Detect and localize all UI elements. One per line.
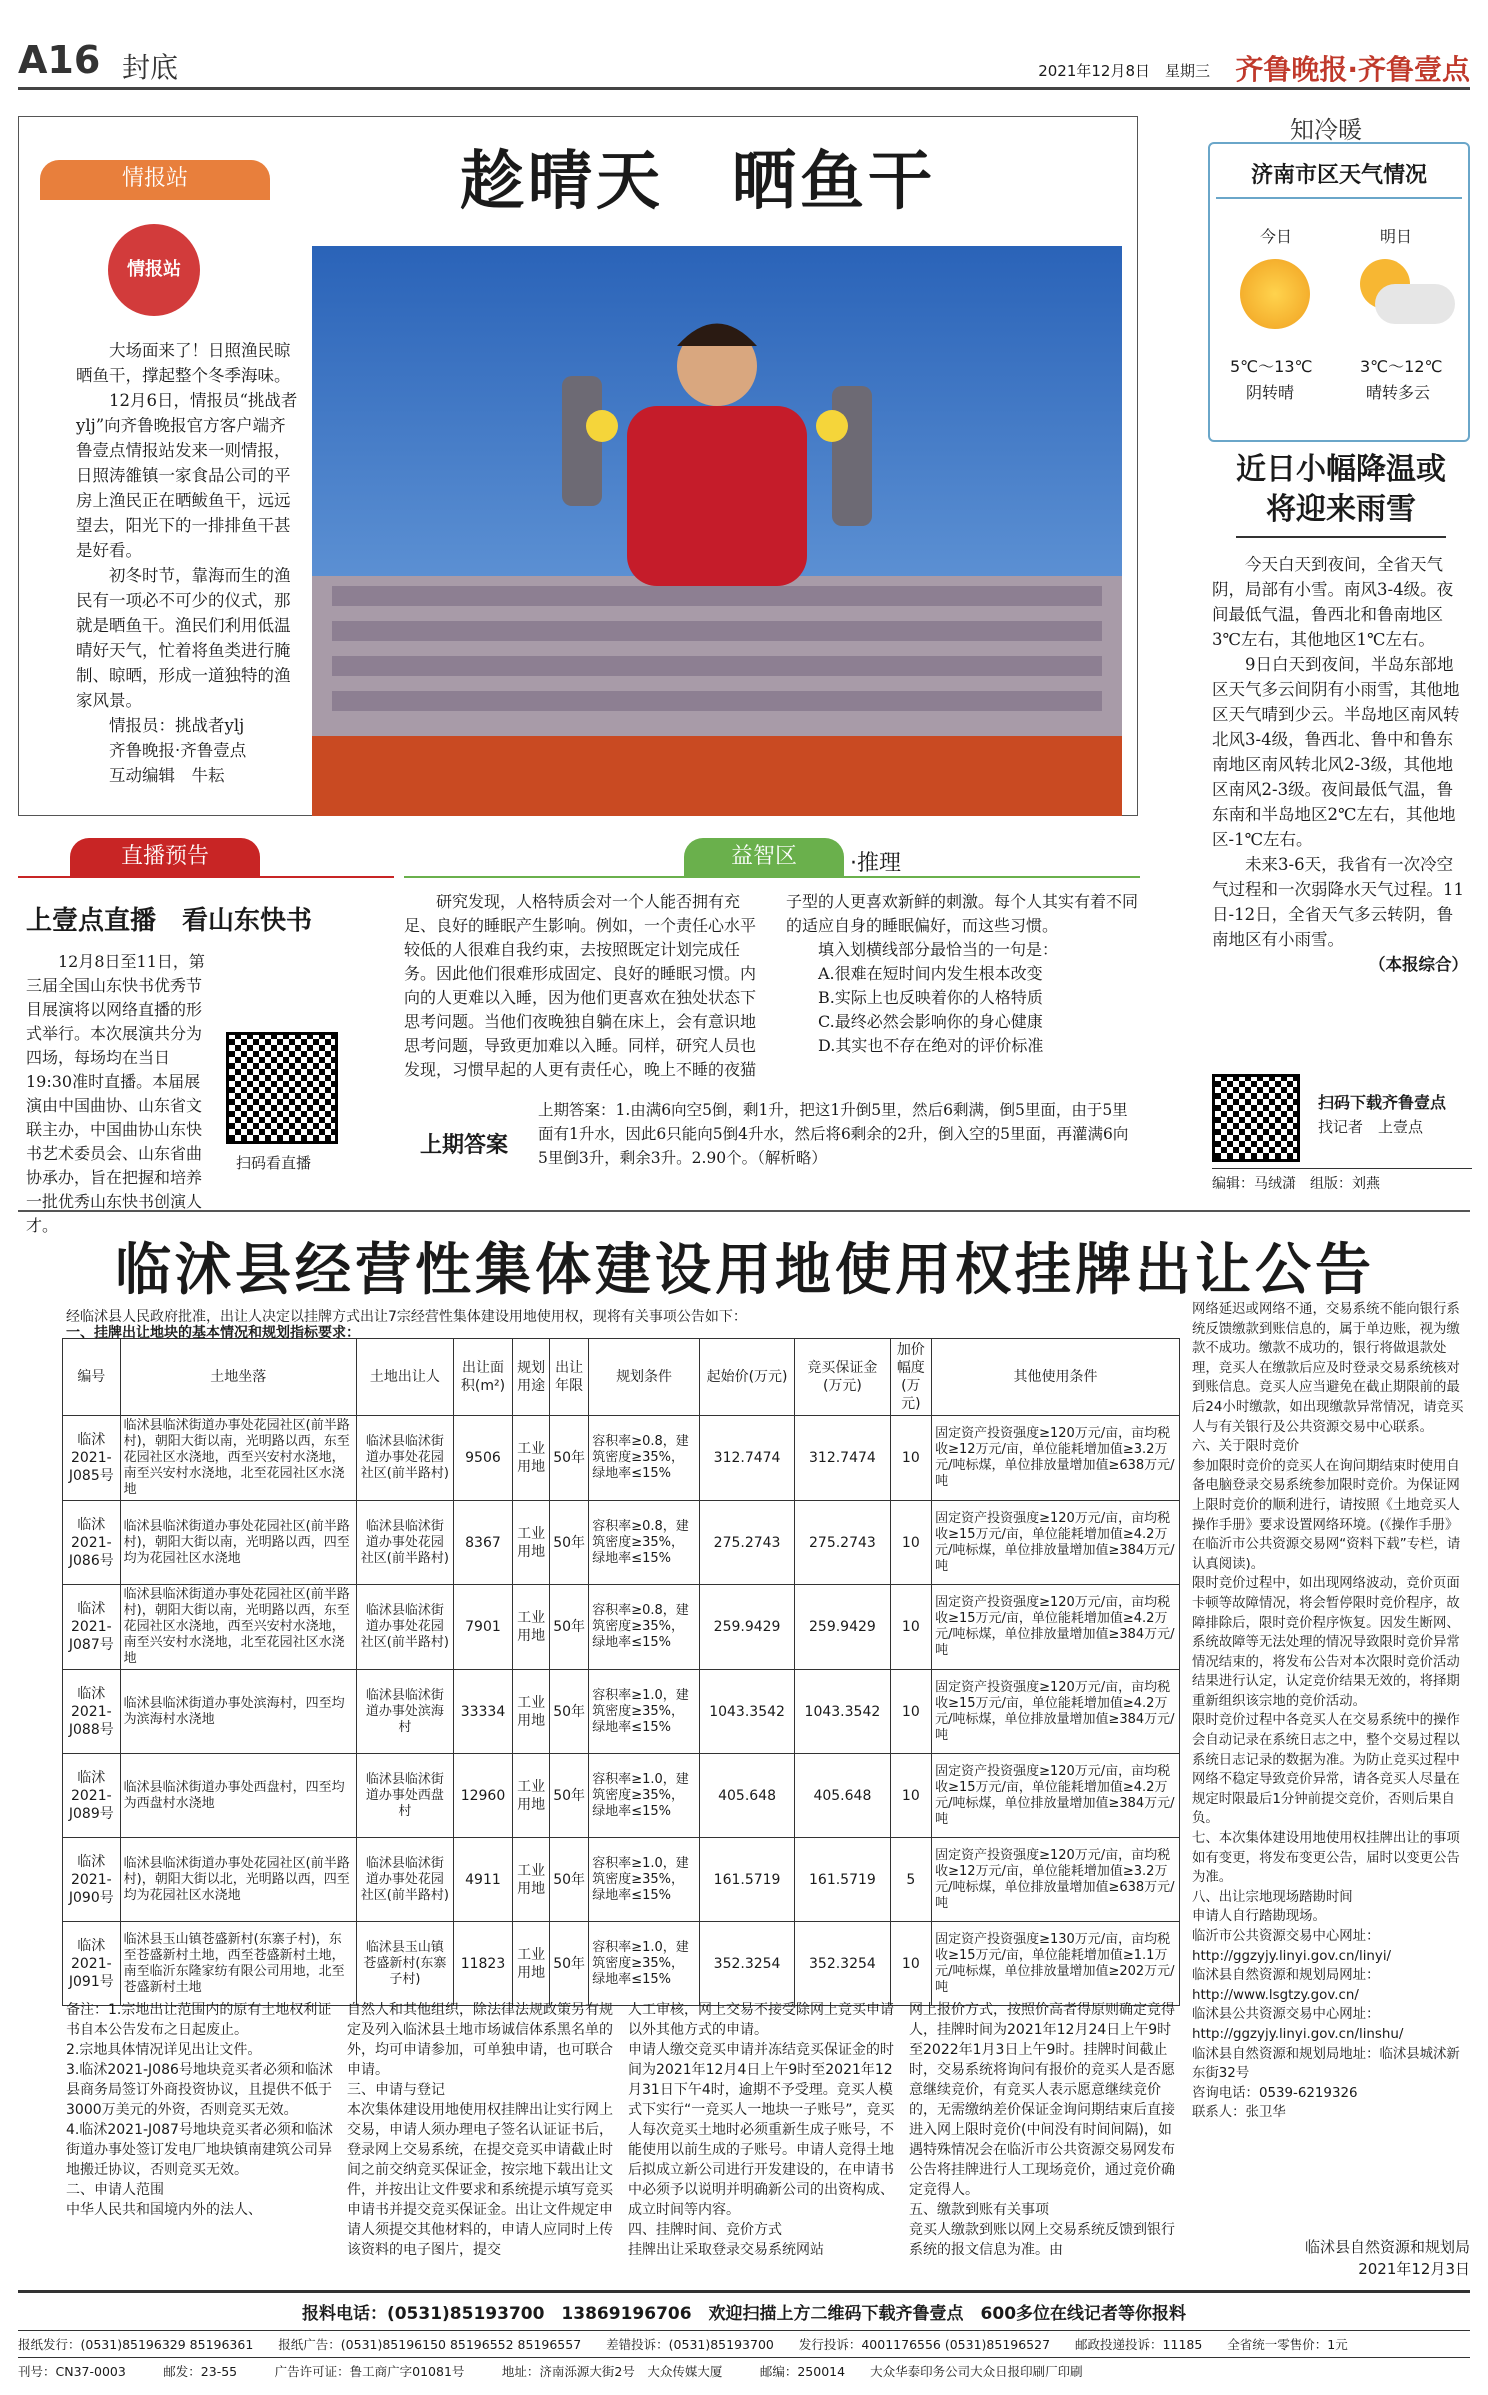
table-cell: 固定资产投资强度≥120万元/亩，亩均税收≥15万元/亩，单位能耗增加值≥4.2万元/吨标煤，单位排放量增加值≥384万元/吨 [932,1501,1180,1585]
footer-row-1: 报纸发行：(0531)85196329 85196361 报纸广告：(0531)85196150 85196552 85196557 差错投诉：(0531)85193700 发行投诉：4001176556 (0531)85196527 邮政投递投诉：11185 全省统一零售价：1元 [18,2330,1470,2357]
table-cell: 259.9429 [699,1585,794,1670]
table-cell: 固定资产投资强度≥120万元/亩，亩均税收≥15万元/亩，单位能耗增加值≥4.2万元/吨标煤，单位排放量增加值≥384万元/吨 [932,1585,1180,1670]
app-qr-code[interactable] [1212,1074,1300,1162]
weather-headline: 近日小幅降温或将迎来雨雪 [1236,450,1446,538]
story-para: 大场面来了！日照渔民晾晒鱼干，撑起整个冬季海味。 [76,341,291,385]
table-cell: 工业用地 [513,1754,550,1838]
table-cell: 50年 [550,1501,589,1585]
weather-para: 未来3-6天，我省有一次冷空气过程和一次弱降水天气过程。11日-12日，全省天气多云转阴，鲁南地区有小雨雪。 [1212,855,1464,949]
table-cell: 工业用地 [513,1922,550,2006]
qr-caption-2: 找记者 上壹点 [1318,1118,1424,1136]
weather-body [1212,552,1468,977]
live-qr-caption: 扫码看直播 [236,1154,312,1172]
table-cell: 工业用地 [513,1585,550,1670]
story-text [76,338,298,788]
last-answer-label: 上期答案 [420,1133,509,1158]
table-header: 加价幅度(万元) [890,1339,931,1416]
weather-source: （本报综合） [1369,955,1468,974]
tomorrow-label: 明日 [1380,227,1413,246]
live-body [26,950,216,1238]
tag-live: 直播预告 [70,838,260,876]
weather-title: 济南市区天气情况 [1216,150,1462,199]
notice-col-4: 网上报价方式，按照价高者得原则确定竞得人，挂牌时间为2021年12月24日上午9时至2022年1月3日上午9时。挂牌时间截止时，交易系统将询问有报价的竞买人是否愿意继续竞价，有竞买人表示愿意继续竞价的，无需缴纳差价保证金询问期结束后直接进入网上限时竞价(中间没有时间间隔)，如遇特殊情况会在临沂市公共资源交易网发布公告将挂牌进行人工现场竞价，通过竞价确定竞得人。 五、缴款到账有关事项 竞买人缴款到账以网上交易系统反馈到银行系统的报文信息为准。由 [909,2002,1175,2258]
puzzle-question: 填入划横线部分最恰当的一句是： [818,940,1059,959]
notice-col-5: 网络延迟或网络不通，交易系统不能向银行系统反馈缴款到账信息的，属于单边账，视为缴款不成功。缴款不成功的，银行将做退款处理，竞买人在缴款后应及时登录交易系统核对到账信息。竞买人应当避免在截止期限前的最后24小时缴款，如出现缴款异常情况，请竞买人与有关银行及公共资源交易中心联系。 六、关于限时竞价 参加限时竞价的竞买人在询问期结束时使用自备电脑登录交易系统参加限时竞价。为保证网上限时竞价的顺利进行，请按照《土地竞买人操作手册》要求设置网络环境。(《操作手册》在临沂市公共资源交易网“资料下载”专栏，请认真阅读)。 限时竞价过程中，如出现网络波动，竞价页面卡顿等故障情况，将会暂停限时竞价程序，故障排除后，限时竞价程序恢复。因发生断网、系统故障等无法处理的情况导致限时竞价异常情况结束的，将发布公告对本次限时竞价活动结果进行认定，认定竞价结果无效的，将择期重新组织该宗地的竞价活动。 限时竞价过程中各竞买人在交易系统中的操作会自动记录在系统日志之中，整个交易过程以系统日志记录的数据为准。为防止竞买过程中网络不稳定导致竞价异常，请各竞买人尽量在规定时限最后1分钟前提交竞价，否则后果自负。 七、本次集体建设用地使用权挂牌出让的事项如有变更，将发布变更公告，届时以变更公告为准。 八、出让宗地现场踏勘时间 申请人自行踏勘现场。 临沂市公共资源交易中心网址：http://ggzyjy.linyi.gov.cn/linyi/ 临沭县自然资源和规划局网址：http://www.lsgtzy.gov.cn/ 临沭县公共资源交易中心网址：http://ggzyjy.linyi.gov.cn/linshu/ 临沭县自然资源和规划局地址：临沭县城沭新东街32号 咨询电话：0539-6219326 联系人：张卫华 [1192,1302,1464,2121]
table-cell: 固定资产投资强度≥120万元/亩，亩均税收≥12万元/亩，单位能耗增加值≥3.2万元/吨标煤，单位排放量增加值≥638万元/吨 [932,1416,1180,1501]
table-cell: 工业用地 [513,1838,550,1922]
today-label: 今日 [1260,227,1293,246]
table-cell: 8367 [453,1501,512,1585]
table-cell: 临沭2021-J090号 [63,1838,121,1922]
table-cell: 312.7474 [795,1416,890,1501]
table-cell: 临沭县临沭街道办事处滨海村，四至均为滨海村水浇地 [120,1670,356,1754]
table-cell: 临沭县临沭街道办事处西盘村，四至均为西盘村水浇地 [120,1754,356,1838]
option-a: A.很难在短时间内发生根本改变 [818,964,1043,983]
weather-box [1208,142,1470,442]
table-row [63,1416,1180,1501]
table-cell: 固定资产投资强度≥120万元/亩，亩均税收≥12万元/亩，单位能耗增加值≥3.2万元/吨标煤，单位排放量增加值≥638万元/吨 [932,1838,1180,1922]
tag-qingbaozhan: 情报站 [40,160,270,198]
table-cell: 50年 [550,1670,589,1754]
story-title: 趁晴天 晒鱼干 [460,144,936,219]
notice-intro: 经临沭县人民政府批准，出让人决定以挂牌方式出让7宗经营性集体建设用地使用权，现将有关事项公告如下： [66,1309,747,1325]
table-cell: 312.7474 [699,1416,794,1501]
table-cell: 固定资产投资强度≥120万元/亩，亩均税收≥15万元/亩，单位能耗增加值≥4.2万元/吨标煤，单位排放量增加值≥384万元/吨 [932,1754,1180,1838]
table-header: 规划条件 [589,1339,700,1416]
table-cell: 临沭县临沭街道办事处花园社区(前半路村)，朝阳大街以北，光明路以西，四至均为花园社区水浇地 [120,1838,356,1922]
table-cell: 50年 [550,1416,589,1501]
table-cell: 275.2743 [795,1501,890,1585]
weather-para: 9日白天到夜间，半岛东部地区天气多云间阴有小雨雪，其他地区天气晴到少云。半岛地区南风转北风3-4级，鲁西北、鲁中和鲁东南地区南风转北风2-3级，其他地区南风2-3级。夜间最低气温，鲁东南和半岛地区2℃左右，其他地区-1℃左右。 [1212,655,1460,849]
option-b: B.实际上也反映着你的人格特质 [818,988,1043,1007]
notice-date: 2021年12月3日 [1358,2260,1470,2278]
brand-logo: 齐鲁晚报·齐鲁壹点 [1235,53,1470,86]
tomorrow-temp: 3℃～12℃ [1360,357,1443,376]
table-cell: 1043.3542 [795,1670,890,1754]
issue-date: 2021年12月8日 星期三 [1038,62,1210,80]
notice-sign: 临沭县自然资源和规划局 [1304,2238,1470,2256]
table-cell: 临沭2021-J086号 [63,1501,121,1585]
live-title: 上壹点直播 看山东快书 [26,906,313,936]
table-cell: 405.648 [795,1754,890,1838]
puzzle-para: 研究发现，人格特质会对一个人能否拥有充足、良好的睡眠产生影响。例如，一个责任心水平较低的人很难自我约束，去按照既定计划完成任务。因此他们很难形成固定、良好的睡眠习惯。内向的人更难以入睡，因为他们更喜欢在独处状态下思考问题。当他们夜晚独自躺在床上，会有意识地思考问题，导致更加难以入睡。同样，研究人员也发现，习惯早起的人更有责任心，晚上不睡的夜猫子型的人更喜欢新鲜的刺激。每个人其实有着不同的适应自身的睡眠偏好，而这些习惯。 [404,892,1139,1079]
page-footer [18,2290,1470,2384]
story-para: 初冬时节，靠海而生的渔民有一项必不可少的仪式，那就是晒鱼干。渔民们利用低温晴好天气，忙着将鱼类进行腌制、晾晒，形成一道独特的渔家风景。 [76,566,291,710]
table-cell: 10 [890,1501,931,1585]
table-cell: 临沭县临沭街道办事处花园社区(前半路村) [356,1585,453,1670]
table-header: 出让年限 [550,1339,589,1416]
section-name: 封底 [122,51,179,84]
table-cell: 50年 [550,1754,589,1838]
credit: 互动编辑 牛耘 [109,766,225,785]
notice-sub1: 一、挂牌出让地块的基本情况和规划指标要求： [66,1325,360,1341]
page-number: A16 [18,38,101,82]
table-cell: 352.3254 [699,1922,794,2006]
editor-credit: 编辑：马绒潇 组版：刘燕 [1212,1168,1472,1193]
table-cell: 工业用地 [513,1670,550,1754]
table-cell: 容积率≥0.8，建筑密度≥35%，绿地率≤15% [589,1501,700,1585]
table-header: 其他使用条件 [932,1339,1180,1416]
table-header: 出让面积(m²) [453,1339,512,1416]
table-cell: 临沭县临沭街道办事处花园社区(前半路村) [356,1838,453,1922]
table-cell: 固定资产投资强度≥120万元/亩，亩均税收≥15万元/亩，单位能耗增加值≥4.2万元/吨标煤，单位排放量增加值≥384万元/吨 [932,1670,1180,1754]
table-cell: 临沭县临沭街道办事处滨海村 [356,1670,453,1754]
notice-title: 临沭县经营性集体建设用地使用权挂牌出让公告 [115,1237,1375,1303]
table-row [63,1585,1180,1670]
story-para: 12月6日，情报员“挑战者ylj”向齐鲁晚报官方客户端齐鲁壹点情报站发来一则情报，日照涛雒镇一家食品公司的平房上渔民正在晒鲅鱼干，远远望去，阳光下的一排排鱼干甚是好看。 [76,391,298,560]
table-header: 规划用途 [513,1339,550,1416]
option-c: C.最终必然会影响你的身心健康 [818,1012,1043,1031]
table-cell: 临沭2021-J085号 [63,1416,121,1501]
notice-col-2: 自然人和其他组织，除法律法规政策另有规定及列入临沭县土地市场诚信体系黑名单的外，均可申请参加，可单独申请，也可联合申请。 三、申请与登记 本次集体建设用地使用权挂牌出让实行网上交易，申请人须办理电子签名认证证书后，登录网上交易系统，在提交竞买申请截止时间之前交纳竞买保证金，按宗地下载出让文件，并按出让文件要求和系统提示填写竞买申请书并提交竞买保证金。出让文件规定申请人须提交其他材料的，申请人应同时上传该资料的电子图片，提交 [347,2002,613,2258]
table-cell: 10 [890,1922,931,2006]
table-cell: 临沭县临沭街道办事处花园社区(前半路村) [356,1416,453,1501]
table-row [63,1501,1180,1585]
table-cell: 临沭县临沭街道办事处花园社区(前半路村) [356,1501,453,1585]
table-header: 编号 [63,1339,121,1416]
table-cell: 容积率≥0.8，建筑密度≥35%，绿地率≤15% [589,1585,700,1670]
table-cell: 10 [890,1754,931,1838]
table-cell: 405.648 [699,1754,794,1838]
option-d: D.其实也不存在绝对的评价标准 [818,1036,1044,1055]
table-cell: 1043.3542 [699,1670,794,1754]
table-cell: 352.3254 [795,1922,890,2006]
puzzle-sub: ·推理 [850,851,901,876]
table-cell: 临沭县临沭街道办事处西盘村 [356,1754,453,1838]
fish-drying-photo [312,246,1122,816]
last-answer: 上期答案：1.由满6向空5倒，剩1升，把这1升倒5里，然后6剩满，倒5里面，由于5里面有1升水，因此6只能向5倒4升水，然后将6剩余的2升，倒入空的5里面，再灌满6向5里倒3升，剩余3升。2.90个。（解析略） [538,1101,1129,1167]
table-cell: 临沭县临沭街道办事处花园社区(前半路村)，朝阳大街以南，光明路以西，四至均为花园社区水浇地 [120,1501,356,1585]
table-cell: 161.5719 [699,1838,794,1922]
table-row [63,1754,1180,1838]
table-cell: 临沭县临沭街道办事处花园社区(前半路村)，朝阳大街以南，光明路以西，东至花园社区水浇地，西至兴安村水浇地，南至兴安村水浇地，北至花园社区水浇地 [120,1416,356,1501]
hotline: 报料电话：(0531)85193700 13869196706 欢迎扫描上方二维码下载齐鲁壹点 600多位在线记者等你报料 [301,2304,1187,2324]
table-cell: 容积率≥1.0，建筑密度≥35%，绿地率≤15% [589,1754,700,1838]
table-cell: 10 [890,1585,931,1670]
table-cell: 临沭2021-J087号 [63,1585,121,1670]
table-cell: 259.9429 [795,1585,890,1670]
table-row [63,1670,1180,1754]
table-cell: 临沭2021-J091号 [63,1922,121,2006]
table-cell: 9506 [453,1416,512,1501]
weather-tag: 知冷暖 [1290,116,1362,144]
table-row [63,1922,1180,2006]
table-cell: 容积率≥1.0，建筑密度≥35%，绿地率≤15% [589,1838,700,1922]
table-cell: 容积率≥1.0，建筑密度≥35%，绿地率≤15% [589,1922,700,2006]
land-table [62,1338,1180,2006]
table-cell: 临沭2021-J089号 [63,1754,121,1838]
table-cell: 10 [890,1416,931,1501]
table-cell: 161.5719 [795,1838,890,1922]
today-temp: 5℃～13℃ [1230,357,1313,376]
qr-caption-1: 扫码下载齐鲁壹点 [1318,1093,1447,1112]
live-para: 12月8日至11日，第三届全国山东快书优秀节目展演将以网络直播的形式举行。本次展演共分为四场，每场均在当日19:30准时直播。本届展演由中国曲协、山东省文联主办，中国曲协山东快书艺术委员会、山东省曲协承办，旨在把握和培养一批优秀山东快书创演人才。 [26,952,205,1235]
table-cell: 275.2743 [699,1501,794,1585]
table-cell: 33334 [453,1670,512,1754]
table-cell: 工业用地 [513,1416,550,1501]
table-header: 土地出让人 [356,1339,453,1416]
puzzle-body [404,890,1140,1090]
table-cell: 5 [890,1838,931,1922]
table-cell: 容积率≥0.8，建筑密度≥35%，绿地率≤15% [589,1416,700,1501]
table-cell: 工业用地 [513,1501,550,1585]
table-cell: 固定资产投资强度≥130万元/亩，亩均税收≥15万元/亩，单位能耗增加值≥1.1万元/吨标煤，单位排放量增加值≥202万元/吨 [932,1922,1180,2006]
table-cell: 4911 [453,1838,512,1922]
table-cell: 临沭县玉山镇苍盛新村(东寨子村)，东至苍盛新村土地，西至苍盛新村土地，南至临沂东隆家纺有限公司用地，北至苍盛新村土地 [120,1922,356,2006]
notice-col-3: 人工审核，网上交易不接受除网上竞买申请以外其他方式的申请。 申请人缴交竞买申请并冻结竞买保证金的时间为2021年12月4日上午9时至2021年12月31日下午4时，逾期不予受理。竞买人模式下实行“一竞买人一地块一子账号”，竞买人每次竞买土地时必须重新生成子账号，不能使用以前生成的子账号。申请人竞得土地后拟成立新公司进行开发建设的，在申请书中必须予以说明并明确新公司的出资构成、成立时间等内容。 四、挂牌时间、竞价方式 挂牌出让采取登录交易系统网站 [628,2002,895,2258]
credit: 齐鲁晚报·齐鲁壹点 [109,741,247,760]
table-cell: 11823 [453,1922,512,2006]
notice-col-1: 备注：1.宗地出让范围内的原有土地权利证书自本公告发布之日起废止。 2.宗地具体情况详见出让文件。 3.临沭2021-J086号地块竞买者必须和临沭县商务局签订外商投资协议，且提供不低于3000万美元的外资，否则竞买无效。 4.临沭2021-J087号地块竞买者必须和临沭街道办事处签订发电厂地块镇南建筑公司异地搬迁协议，否则竞买无效。 二、申请人范围 中华人民共和国境内外的法人、 [66,2002,333,2218]
footer-row-2: 刊号：CN37-0003 邮发：23-55 广告许可证：鲁工商广字01081号 地址：济南泺源大街2号 大众传媒大厦 邮编：250014 大众华泰印务公司大众日报印刷厂印刷 [18,2357,1470,2384]
credit: 情报员：挑战者ylj [109,716,245,735]
table-header: 土地坐落 [120,1339,356,1416]
table-cell: 50年 [550,1585,589,1670]
table-cell: 10 [890,1670,931,1754]
sun-icon [1240,259,1310,329]
table-cell: 临沭县临沭街道办事处花园社区(前半路村)，朝阳大街以南，光明路以西，东至花园社区水浇地，西至兴安村水浇地，南至兴安村水浇地，北至花园社区水浇地 [120,1585,356,1670]
table-header: 起始价(万元) [699,1339,794,1416]
tomorrow-weather: 晴转多云 [1366,383,1431,402]
weather-para: 今天白天到夜间，全省天气阴，局部有小雪。南风3-4级。夜间最低气温，鲁西北和鲁南地区3℃左右，其他地区1℃左右。 [1212,555,1454,649]
table-cell: 临沭县玉山镇苍盛新村(东寨子村) [356,1922,453,2006]
today-weather: 阴转晴 [1246,383,1295,402]
table-cell: 容积率≥1.0，建筑密度≥35%，绿地率≤15% [589,1670,700,1754]
table-cell: 12960 [453,1754,512,1838]
table-cell: 临沭2021-J088号 [63,1670,121,1754]
table-row [63,1838,1180,1922]
table-cell: 7901 [453,1585,512,1670]
table-cell: 50年 [550,1922,589,2006]
live-qr-code[interactable] [226,1032,338,1144]
qingbaozhan-logo: 情报站 [108,224,200,316]
table-header: 竞买保证金(万元) [795,1339,890,1416]
tag-puzzle: 益智区 [684,838,844,876]
page-header [18,38,1470,90]
table-cell: 50年 [550,1838,589,1922]
notice-columns [66,2000,1176,2280]
